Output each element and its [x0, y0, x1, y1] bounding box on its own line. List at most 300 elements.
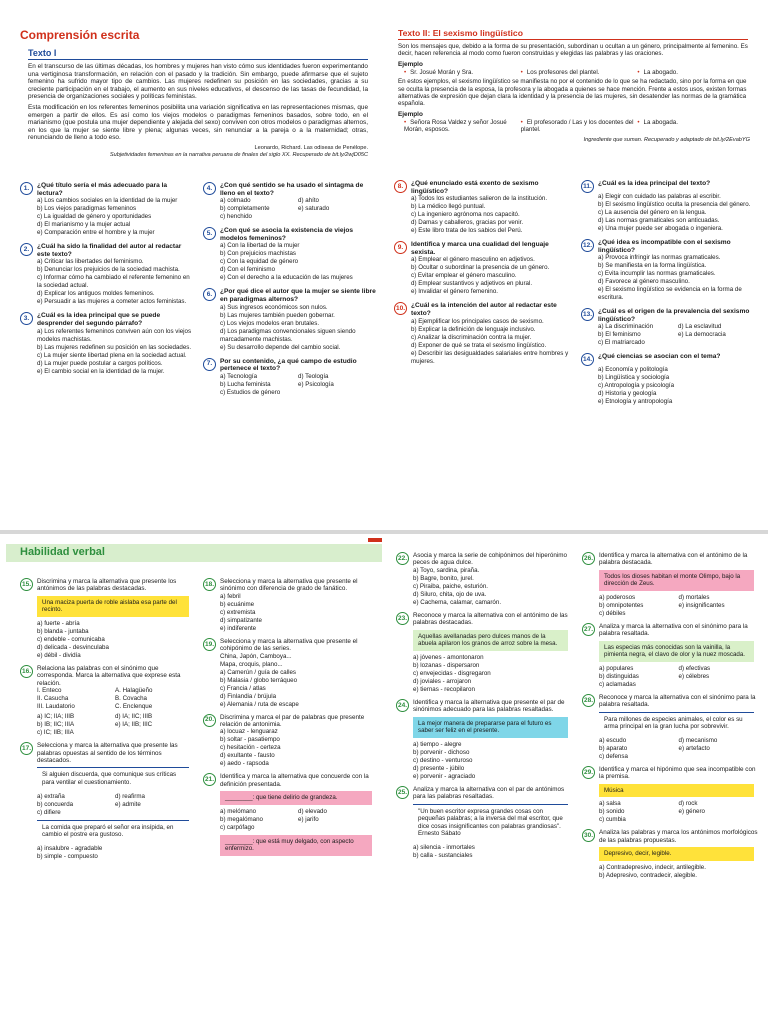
option[interactable]: d) Explicar los antiguos moldes femeninos.	[37, 290, 155, 298]
question-header	[20, 665, 193, 687]
question	[581, 353, 758, 406]
highlight-box: La mejor manera de prepararse para el futuro es saber ser feliz en el presente.	[413, 717, 568, 738]
option[interactable]: b) Con prejuicios machistas	[220, 250, 296, 258]
option[interactable]: a) salsa	[599, 800, 621, 808]
option[interactable]	[115, 809, 193, 817]
option[interactable]: c) El matriarcado	[598, 339, 645, 347]
option[interactable]: a) escudo	[599, 737, 627, 744]
option[interactable]: a) fuerte - abría	[37, 620, 80, 627]
option[interactable]: c) difiere	[37, 808, 61, 816]
option[interactable]: a) Economía y politología	[598, 366, 668, 374]
option[interactable]: a) Los referentes femeninos conviven aún con los viejos modelos machistas.	[37, 327, 192, 343]
option[interactable]	[298, 824, 376, 832]
question-header	[581, 180, 758, 193]
option[interactable]: e) artefacto	[678, 745, 710, 752]
questions-column-right	[203, 578, 376, 866]
question-header	[396, 699, 572, 714]
option[interactable]	[298, 389, 376, 397]
option[interactable]: e) célebres	[678, 673, 710, 680]
page-mark	[368, 538, 382, 542]
question-text: Discrimina y marca la alternativa que presente los antónimos de las palabras destacadas.	[37, 578, 177, 593]
option[interactable]: b) Bagre, bonito, jurel.	[413, 574, 474, 582]
option[interactable]: c) La mujer siente libertad plena en la sociedad actual.	[37, 351, 187, 359]
option[interactable]	[679, 681, 759, 689]
option[interactable]: a) Toyo, sardina, piraña.	[413, 566, 480, 574]
question-text: Analiza y marca la alternativa con el par de antónimos para las palabras resaltadas.	[413, 785, 565, 801]
option[interactable]: c) destino - venturoso	[413, 756, 473, 764]
option[interactable]: b) Adepresivo, contradecir, alegible.	[599, 871, 698, 879]
question	[581, 239, 758, 302]
question-number: 26.	[582, 552, 595, 565]
option[interactable]: a) Elegir con cuidado las palabras al escribir.	[598, 193, 721, 200]
question-text: Selecciona y marca la alternativa que presente el cohipónimo de las series.	[220, 637, 358, 653]
highlight-box: Si alguien discuerda, que comunique sus críticas para ventilar el cuestionamiento.	[37, 767, 189, 789]
question	[396, 612, 572, 694]
option[interactable]: a) febril	[220, 592, 241, 600]
option[interactable]: e) IA; IIB; IIIC	[115, 721, 153, 729]
question-number: 8.	[394, 180, 407, 193]
questions-8-14	[394, 180, 758, 412]
option[interactable]: c) envejecidas - disgregaron	[413, 669, 491, 677]
question-number: 22.	[396, 552, 409, 565]
option[interactable]: b) porvenir - dichoso	[413, 748, 470, 756]
option[interactable]: c) henchido	[220, 213, 252, 221]
option[interactable]: c) Informar cómo ha cambiado el referente femenino en la sociedad actual.	[37, 274, 190, 290]
option[interactable]: b) sonido	[599, 808, 625, 816]
texto-i-paragraph-1: En el transcurso de las últimas décadas, los hombres y mujeres han visto cómo sus identidades fueron experimentando una vertiginosa transformación, en relación con el pasado y la tradición. Sin embargo, puede afirmarse que el sujeto femenino ha sufrido mayor tipo de cambios. Las mujeres redefinen su posición en las sociedades, gracias a su creciente participación en el trabajo, el aumento en sus niveles educativos, el descenso de las tasas de fecundidad, la presencia de organizaciones sociales y políticas feministas.	[28, 63, 368, 101]
option[interactable]: d) Damas y caballeros, gracias por venir.	[411, 219, 524, 227]
question-text: Identifica y marca la alternativa que concuerde con la definición presentada.	[220, 773, 369, 788]
options-grid	[37, 713, 193, 737]
question-text: Por su contenido, ¿a qué campo de estudio pertenece el texto?	[220, 357, 357, 373]
option[interactable]: b) completamente	[220, 205, 270, 213]
option[interactable]: b) Denunciar los prejuicios de la sociedad machista.	[37, 266, 180, 274]
question-number: 25.	[396, 786, 409, 799]
question-header	[394, 302, 571, 317]
option[interactable]: a) jóvenes - amontonaron	[413, 653, 484, 661]
question-header	[394, 241, 571, 256]
option[interactable]: a) Emplear el género masculino en adjetivos.	[411, 256, 535, 264]
option[interactable]: a) Contradepresivo, indecir, antilegible.	[599, 863, 706, 871]
option[interactable]: c) La ausencia del género en la lengua.	[598, 209, 707, 216]
option[interactable]: a) La discriminación	[598, 323, 654, 331]
option[interactable]: c) cumbia	[599, 816, 626, 824]
option[interactable]: d) La esclavitud	[678, 323, 722, 331]
question-text: Reconoce y marca la alternativa con el antónimo de las palabras destacadas.	[413, 611, 568, 627]
option[interactable]: a) locuaz - lenguaraz	[220, 728, 278, 736]
option[interactable]: b) simple - compuesto	[37, 852, 98, 860]
option[interactable]: d) mecanismo	[678, 737, 718, 744]
option[interactable]: e) Alemania / ruta de escape	[220, 700, 299, 708]
question	[582, 623, 758, 689]
option[interactable]: b) megalómano	[220, 815, 263, 823]
option[interactable]: d) Con el feminismo	[220, 266, 276, 274]
section-title: Comprensión escrita	[20, 28, 140, 42]
options-grid	[37, 687, 193, 711]
page-comprension-texto-i	[6, 10, 382, 522]
options-grid	[599, 737, 758, 761]
option[interactable]: a) populares	[599, 665, 634, 672]
option[interactable]: c) defensa	[599, 753, 628, 760]
page-texto-ii	[388, 10, 764, 522]
option[interactable]	[298, 213, 376, 221]
option[interactable]: c) IC; IIB; IIIA	[37, 729, 74, 737]
option[interactable]: d) efectivas	[678, 665, 711, 672]
question	[20, 665, 193, 737]
option[interactable]: a) Sus ingresos económicos son nulos.	[220, 303, 328, 311]
option[interactable]: d) Finlandia / brújula	[220, 692, 277, 700]
option[interactable]: b) El feminismo	[598, 331, 641, 339]
option[interactable]: c) Los viejos modelos eran brutales.	[220, 319, 320, 327]
option[interactable]: c) Francia / atlas	[220, 684, 266, 692]
option[interactable]: d) Emplear sustantivos y adjetivos en plural.	[411, 280, 533, 288]
question-text: Selecciona y marca la alternativa que presente las palabras opuestas al sentido de los términos destacados.	[37, 742, 178, 765]
questions-15-21	[20, 578, 376, 866]
example-item: • El profesorado / Las y los docentes del plantel.	[521, 119, 638, 134]
option[interactable]: d) reafirma	[115, 792, 145, 800]
question	[581, 308, 758, 347]
question-text: ¿Qué enunciado está exento de sexismo lingüístico?	[411, 180, 539, 195]
question	[203, 578, 376, 633]
question-number: 9.	[394, 241, 407, 254]
option[interactable]: d) El marianismo y la mujer actual	[37, 221, 131, 229]
questions-column-left	[396, 552, 572, 885]
question	[203, 182, 376, 221]
question-number: 7.	[203, 358, 216, 371]
option[interactable]: d) exultante - fausto	[220, 752, 275, 760]
question-header	[203, 288, 376, 303]
option[interactable]: d) elevado	[298, 807, 327, 815]
credit-source: Subjetividades femeninas en la narrativa peruana de finales del siglo XX. Recuperado de bit.ly/2wjD05C	[109, 151, 368, 158]
question-header	[20, 578, 193, 593]
question-header	[203, 773, 376, 788]
option[interactable]: e) género	[678, 808, 705, 816]
option[interactable]: d) rock	[678, 800, 698, 808]
questions-column-left	[20, 578, 193, 866]
option[interactable]: A. Halagüeño	[115, 687, 153, 695]
question-number: 5.	[203, 227, 216, 240]
option[interactable]: b) La médico llegó puntual.	[411, 203, 486, 211]
question	[203, 358, 376, 397]
option[interactable]: b) concuerda	[37, 800, 74, 808]
question-header	[203, 638, 376, 653]
option[interactable]: a) insalubre - agradable	[37, 844, 103, 852]
texto-i-title: Texto I	[28, 48, 368, 60]
options-grid	[220, 373, 376, 397]
option[interactable]: d) joviales - arrojaron	[413, 677, 472, 685]
option[interactable]: b) Lucha feminista	[220, 380, 271, 388]
question-text: Reconoce y marca la alternativa con el sinónimo para la palabra resaltada.	[599, 694, 756, 709]
question-text: ¿Con qué sentido se ha usado el sintagma de lleno en el texto?	[220, 182, 364, 197]
question-number: 13.	[581, 308, 594, 321]
option[interactable]: d) Exponer de qué se trata el sexismo lingüístico.	[411, 341, 547, 349]
option[interactable]: e) saturado	[298, 205, 330, 213]
question-header	[581, 239, 758, 254]
highlight-box: La comida que preparó el señor era insípida, en cambio el postre era gustoso.	[37, 820, 189, 842]
option[interactable]: a) colmado	[220, 197, 251, 205]
option[interactable]: b) lozanas - dispersaron	[413, 661, 480, 669]
question-number: 4.	[203, 182, 216, 195]
example-label-1: Ejemplo	[398, 60, 423, 68]
question	[396, 786, 572, 860]
question-header	[20, 243, 193, 258]
option[interactable]	[679, 753, 759, 761]
option[interactable]: e) Psicología	[298, 380, 334, 388]
bullet-item: Mapa, croquis, plano...	[220, 660, 283, 668]
option[interactable]: a) IC; IIA; IIIB	[37, 713, 75, 721]
option[interactable]: e) Su desarrollo depende del cambio social.	[220, 343, 341, 351]
question-header	[203, 358, 376, 373]
options-grid	[599, 594, 758, 618]
option[interactable]: I. Enteco	[37, 687, 62, 695]
option[interactable]: c) Evitar emplear el género masculino.	[411, 272, 517, 280]
option[interactable]: b) soltar - pasatiempo	[220, 736, 280, 744]
option[interactable]: b) Se manifiesta en la forma lingüística.	[598, 262, 707, 270]
highlight-box: Aquellas avellanadas pero dulces manos de la abuela apilaron los granos de arroz sobre la mesa.	[413, 630, 568, 651]
option[interactable]: c) Analizar la discriminación contra la mujer.	[411, 333, 532, 341]
option[interactable]: d) delicada - desvinculaba	[37, 644, 109, 651]
example-item: • Señora Rosa Valdez y señor Josué Morán, esposos.	[404, 119, 521, 134]
option[interactable]: a) poderosos	[599, 594, 636, 601]
option[interactable]: b) distinguidas	[599, 673, 639, 680]
option[interactable]: a) Con la libertad de la mujer	[220, 242, 300, 250]
option[interactable]: C. Enclenque	[115, 703, 153, 711]
option[interactable]: b) Las mujeres redefinen su posición en las sociedades.	[37, 343, 192, 351]
option[interactable]: d) Favorece al género masculino.	[598, 278, 690, 286]
question-number: 6.	[203, 288, 216, 301]
option[interactable]: c) débiles	[599, 610, 626, 617]
question-header	[396, 552, 572, 567]
option[interactable]: e) El cambio social en la identidad de la mujer.	[37, 367, 165, 375]
example-item: • La abogada.	[637, 119, 754, 134]
option[interactable]: a) extraña	[37, 792, 65, 800]
option[interactable]: a) Camerún / guía de calles	[220, 668, 297, 676]
option[interactable]: e) jarifo	[298, 815, 319, 823]
option[interactable]: c) Antropología y psicología	[598, 382, 675, 390]
question	[20, 578, 193, 660]
option[interactable]: b) Malasia / globo terráqueo	[220, 676, 298, 684]
option[interactable]: c) Con la equidad de género	[220, 258, 299, 266]
option[interactable]: e) Este libro trata de los sabios del Perú.	[411, 227, 523, 235]
option[interactable]: d) presente - júbilo	[413, 764, 465, 772]
option[interactable]: c) hesitación - certeza	[220, 744, 281, 752]
question-number: 3.	[20, 312, 33, 325]
section-title: Habilidad verbal	[20, 546, 105, 558]
questions-column-right	[581, 180, 758, 412]
option[interactable]: e) admite	[115, 800, 141, 808]
question-number: 29.	[582, 766, 595, 779]
question-text: Identifica y marca el hipónimo que sea incompatible con la premisa.	[599, 766, 756, 781]
option[interactable]: b) omnipotentes	[599, 602, 644, 609]
option[interactable]: e) insignificantes	[678, 602, 725, 609]
question-number: 10.	[394, 302, 407, 315]
option[interactable]: e) Describir las desigualdades salariales entre hombres y mujeres.	[411, 349, 569, 365]
option[interactable]: c) carpófago	[220, 823, 255, 831]
option[interactable]: B. Covacha	[115, 695, 147, 703]
question-number: 23.	[396, 612, 409, 625]
option[interactable]: III. Laudatorio	[37, 703, 75, 711]
texto-ii-paragraph-1: Son los mensajes que, debido a la forma de su presentación, subordinan u ocultan a un género, principalmente al femenino. Es decir, hacen referencia al modo como fueron construidas y elegidas las palabras y las oraciones.	[398, 43, 748, 58]
question-text: ¿Qué título sería el más adecuado para la lectura?	[37, 182, 168, 197]
option[interactable]	[679, 816, 759, 824]
options-grid	[599, 665, 758, 689]
option[interactable]: e) Persuadir a las mujeres a cometer actos feministas.	[37, 298, 187, 306]
option[interactable]: e) indiferente	[220, 624, 257, 632]
option[interactable]: e) Una mujer puede ser abogada o ingeniera.	[598, 225, 723, 232]
question-number: 21.	[203, 773, 216, 786]
question-number: 28.	[582, 694, 595, 707]
question-header	[203, 227, 376, 242]
question-number: 1.	[20, 182, 33, 195]
example-list-1	[404, 69, 754, 76]
question-number: 20.	[203, 714, 216, 727]
option[interactable]: b) ecuánime	[220, 600, 255, 608]
option[interactable]: a) Provoca infringir las normas gramaticales.	[598, 254, 721, 262]
highlight-box: Las especias más conocidas son la vainilla, la pimienta negra, el clavo de olor y la nuez moscada.	[599, 641, 754, 662]
option[interactable]: b) El sexismo lingüístico oculta la presencia del género.	[598, 201, 751, 208]
option[interactable]: b) aparato	[599, 745, 628, 752]
question-header	[581, 353, 758, 366]
option[interactable]: d) mortales	[678, 594, 710, 601]
question-header	[203, 182, 376, 197]
question-number: 24.	[396, 699, 409, 712]
question-header	[394, 180, 571, 195]
question-header	[582, 552, 758, 567]
option[interactable]: c) Piraiba, paiche, esturión.	[413, 582, 488, 590]
texto-ii-paragraph-2: En estos ejemplos, el sexismo lingüístico se manifiesta no por el contenido de lo que se ha redactado, sino por la forma en que se oculta la presencia de la esposa, la profesora y la abogada a quienes se hace mención. Frente a estos usos, existen formas alternativas de expresión que dejan clara la identidad y la presencia de las mujeres, sin desatender las normas de la gramática española.	[398, 78, 747, 108]
spread-divider	[0, 530, 768, 534]
option[interactable]: d) simpatizante	[220, 616, 262, 624]
question-number: 14.	[581, 353, 594, 366]
question-header	[582, 623, 758, 638]
option[interactable]: e) Comparación entre el hombre y la mujer	[37, 229, 155, 237]
option[interactable]: b) Los viejos paradigmas femeninos	[37, 205, 137, 213]
option[interactable]: a) Todos los estudiantes salieron de la institución.	[411, 195, 548, 203]
highlight-box: Depresivo, decir, legible.	[599, 847, 754, 861]
question-text: Relaciona las palabras con el sinónimo que corresponda. Marca la alternativa que exprese esta relación.	[37, 665, 181, 687]
question-text: Asocia y marca la serie de cohipónimos del hiperónimo peces de agua dulce.	[413, 552, 568, 567]
option[interactable]: e) Con el derecho a la educación de las mujeres	[220, 274, 353, 282]
option[interactable]: d) La mujer puede postular a cargos políticos.	[37, 359, 163, 367]
option[interactable]: a) Los cambios sociales en la identidad de la mujer	[37, 197, 178, 205]
option[interactable]	[115, 729, 193, 737]
option[interactable]: d) Historia y geología	[598, 390, 657, 398]
option[interactable]: b) Explicar la definición de lenguaje inclusivo.	[411, 325, 536, 333]
credit-author: Leonardo, Richard. Las odiseas de Penélope.	[254, 144, 368, 151]
question-text: ¿Qué idea es incompatible con el sexismo lingüístico?	[598, 239, 731, 254]
option[interactable]: b) Ocultar o subordinar la presencia de un género.	[411, 264, 550, 272]
example-item: • La abogado.	[637, 69, 754, 76]
question	[203, 714, 376, 769]
question	[203, 638, 376, 709]
option[interactable]: e) tiernas - recopilaron	[413, 685, 475, 693]
texto-ii-credit: Ingrediente que suman. Recuperado y adaptado de bit.ly/2EvabYG	[583, 136, 750, 143]
option[interactable]: a) Criticar las libertades del feminismo.	[37, 258, 144, 266]
questions-column-right	[582, 552, 758, 885]
question	[20, 243, 193, 306]
option[interactable]: c) extremista	[220, 608, 256, 616]
option[interactable]: c) endeble - comunicaba	[37, 636, 105, 643]
question-text: ¿Cuál es el origen de la prevalencia del sexismo lingüístico?	[598, 308, 750, 323]
option[interactable]: e) El sexismo lingüístico se evidencia en la forma de escritura.	[598, 286, 742, 302]
question-header	[20, 182, 193, 197]
question	[394, 180, 571, 235]
question-text: ¿Con qué se asocia la existencia de viejos modelos femeninos?	[220, 227, 354, 242]
option[interactable]: d) Teología	[298, 372, 329, 380]
options-grid	[220, 808, 376, 832]
option[interactable]: d) Las normas gramaticales son anticuadas.	[598, 217, 720, 224]
highlight-box: ________: que tiene delirio de grandeza.	[220, 791, 372, 805]
highlight-box: Para millones de especies animales, el color es su arma principal en la gran lucha por sobrevivir.	[599, 712, 754, 734]
question-text: ¿Cuál es la idea principal del texto?	[598, 180, 711, 187]
example-item: • Sr. Josué Morán y Sra.	[404, 69, 521, 76]
question-number: 15.	[20, 578, 33, 591]
option[interactable]: a) tiempo - alegre	[413, 740, 462, 748]
option[interactable]: d) IA; IIC; IIIB	[115, 713, 153, 721]
option[interactable]: e) aedo - rapsoda	[220, 760, 269, 768]
option[interactable]: a) silencia - inmortales	[413, 844, 475, 851]
option[interactable]: e) Invalidar el género femenino.	[411, 288, 499, 296]
option[interactable]: d) ahíto	[298, 197, 319, 205]
question	[394, 302, 571, 365]
option[interactable]: b) Las mujeres también pueden gobernar.	[220, 311, 335, 319]
options-grid	[220, 197, 376, 221]
option[interactable]: d) Siluro, chita, ojo de uva.	[413, 590, 487, 598]
texto-i-paragraph-2: Esta modificación en los referentes femeninos posibilita una variación significativa en las representaciones mismas, que emergen a partir de ellos. Es así como los viejos modelos o paradigmas femeninos basados, sobre todo, en el marianismo (que postula una mujer dependiente y alejada del sexo) conviven con otros modelos o paradigmas alternos, en los que la mujer se siente libre y plena; algunas veces, sin renunciar a la pareja o a la maternidad; otras, renunciando de lleno a todo eso.	[28, 103, 368, 142]
option[interactable]	[679, 610, 759, 618]
option[interactable]: b) Lingüística y sociología	[598, 374, 670, 382]
option[interactable]: c) La igualdad de género y oportunidades	[37, 213, 152, 221]
option[interactable]: c) Estudios de género	[220, 388, 281, 396]
questions-column-right	[203, 182, 376, 403]
question-text: ¿Por qué dice el autor que la mujer se siente libre en paradigmas alternos?	[220, 288, 376, 303]
question-header	[396, 612, 572, 627]
texto-ii-title: Texto II: El sexismo lingüístico	[398, 28, 748, 40]
option[interactable]: c) Evita incumplir las normas gramaticales.	[598, 270, 716, 278]
question	[20, 182, 193, 237]
option[interactable]: a) Tecnología	[220, 372, 258, 380]
option[interactable]: e) Etnología y antropología	[598, 398, 673, 406]
question	[396, 699, 572, 781]
question-text: Selecciona y marca la alternativa que presente el sinónimo con diferencia de grado de fanático.	[220, 578, 358, 593]
option[interactable]: d) Los paradigmas convencionales siguen siendo marcadamente machistas.	[220, 327, 356, 343]
question-number: 18.	[203, 578, 216, 591]
page-habilidad-verbal-2	[388, 538, 764, 1024]
bullet-item: China, Japón, Camboya...	[220, 652, 292, 660]
question-header	[20, 312, 193, 327]
option[interactable]: c) aclamadas	[599, 681, 636, 688]
option[interactable]: II. Casucha	[37, 695, 69, 703]
option[interactable]: e) débil - dividía	[37, 652, 81, 659]
option[interactable]: b) blanda - juntaba	[37, 628, 89, 635]
option[interactable]: e) porvenir - agraciado	[413, 772, 476, 780]
option[interactable]: b) IB; IIC; IIIA	[37, 721, 75, 729]
option[interactable]: e) La democracia	[678, 331, 726, 339]
question	[582, 766, 758, 824]
option[interactable]	[678, 339, 758, 347]
option[interactable]: a) Ejemplificar los principales casos de sexismo.	[411, 317, 544, 325]
questions-column-left	[20, 182, 193, 403]
question	[394, 241, 571, 296]
option[interactable]: b) calla - sustanciales	[413, 852, 473, 859]
question	[20, 742, 193, 861]
question-header	[396, 786, 572, 801]
options-grid	[598, 323, 758, 347]
option[interactable]: a) melómano	[220, 807, 257, 815]
option[interactable]: c) La ingeniero agrónoma nos capacitó.	[411, 211, 520, 219]
question	[581, 180, 758, 233]
option[interactable]: e) Cachema, calamar, camarón.	[413, 598, 502, 606]
